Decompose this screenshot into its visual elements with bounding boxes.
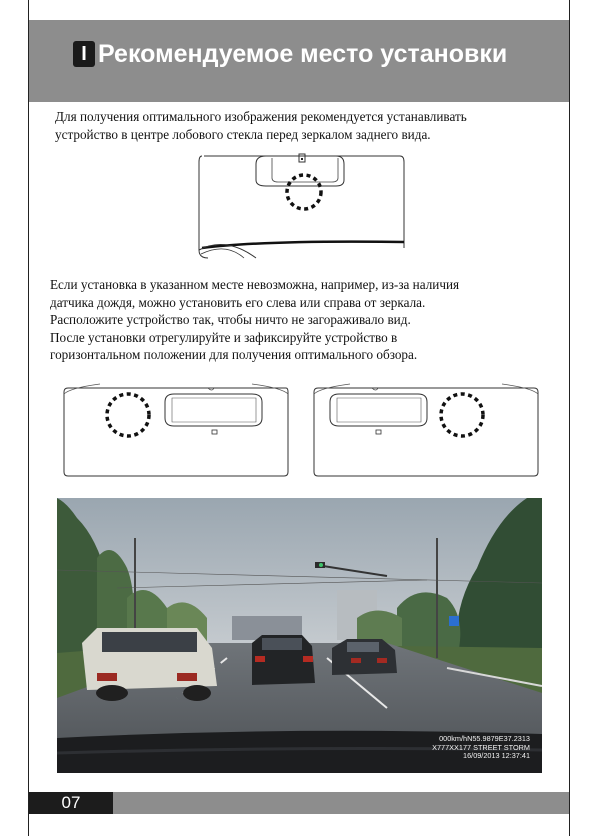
section-header: [29, 20, 569, 102]
overlay-speed-coords: 000km/hN55.9879E37.2313: [439, 734, 530, 744]
page-title: Рекомендуемое место установки: [98, 40, 508, 68]
windshield-diagram-right: [310, 382, 542, 478]
page-number: 07: [29, 792, 113, 814]
text-line: После установки отрегулируйте и зафиксируйте устройство в: [50, 329, 398, 345]
windshield-diagram-left: [60, 382, 292, 478]
dashcam-overlay: [432, 735, 530, 761]
text-line: устройство в центре лобового стекла перед зеркалом заднего вида.: [55, 126, 431, 142]
text-line: Расположите устройство так, чтобы ничто не загораживало вид.: [50, 312, 411, 327]
dashcam-sample-photo: [57, 498, 542, 773]
section-badge: I: [73, 41, 95, 67]
intro-paragraph: [55, 108, 467, 143]
overlay-datetime: 16/09/2013 12:37:41: [463, 751, 530, 761]
text-line: Для получения оптимального изображения рекомендуется устанавливать: [55, 109, 467, 124]
text-line: горизонтальном положении для получения оптимального обзора.: [50, 347, 418, 362]
placement-paragraph: [50, 276, 459, 364]
overlay-plate-model: X777XX177 STREET STORM: [432, 742, 530, 752]
windshield-diagram-center: [196, 150, 408, 262]
road-scene-image: [57, 498, 542, 773]
text-line: датчика дождя, можно установить его слева или справа от зеркала.: [50, 294, 426, 310]
text-line: Если установка в указанном месте невозможна, например, из-за наличия: [50, 277, 460, 292]
